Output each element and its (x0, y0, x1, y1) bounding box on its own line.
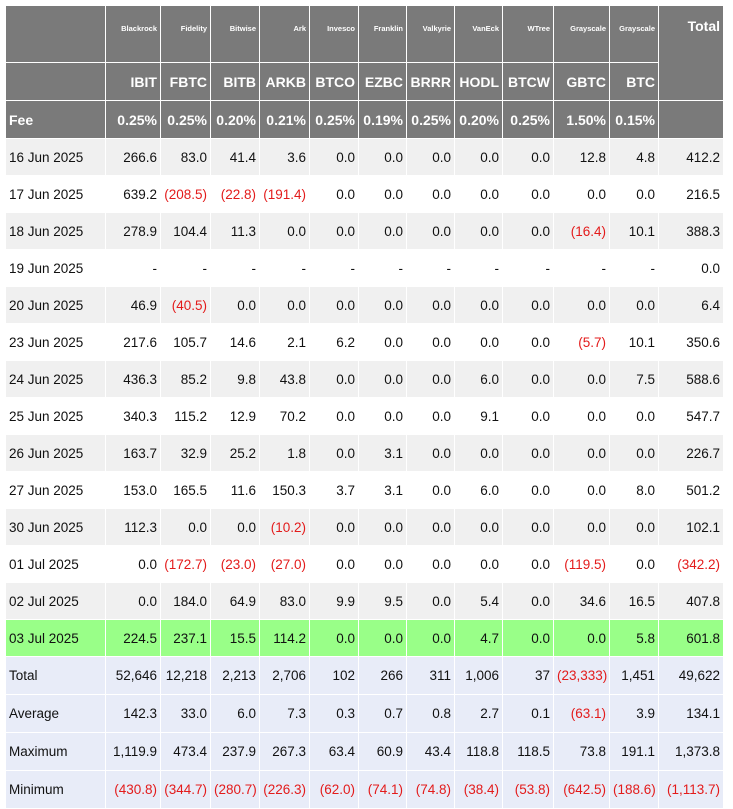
row-total: 501.2 (659, 472, 724, 509)
flow-value: 0.0 (359, 176, 407, 213)
flow-value: 0.0 (106, 583, 161, 620)
issuer-name: Grayscale (610, 6, 659, 63)
stat-value: 266 (359, 657, 407, 695)
stat-value: 2,213 (211, 657, 260, 695)
stat-value: 3.9 (610, 695, 659, 733)
flow-value: 0.0 (554, 287, 610, 324)
flow-value: 4.8 (610, 139, 659, 176)
flow-value: 10.1 (610, 324, 659, 361)
row-total: 350.6 (659, 324, 724, 361)
flow-value: 11.6 (211, 472, 260, 509)
fee-value: 1.50% (554, 101, 610, 139)
stat-value: 0.7 (359, 695, 407, 733)
flow-value: 9.1 (455, 398, 503, 435)
flow-value: 0.0 (455, 139, 503, 176)
flow-value: 0.0 (503, 398, 554, 435)
flow-value: 12.8 (554, 139, 610, 176)
flow-value: 0.0 (455, 176, 503, 213)
issuer-name: Franklin (359, 6, 407, 63)
flow-value: (172.7) (161, 546, 211, 583)
stat-value: 43.4 (407, 733, 455, 771)
stat-value: (226.3) (260, 771, 310, 809)
table-row (6, 213, 724, 250)
stat-value: (344.7) (161, 771, 211, 809)
ticker-header-row (6, 63, 724, 101)
flow-value: 0.0 (455, 213, 503, 250)
flow-value: 0.0 (503, 176, 554, 213)
flow-value: - (260, 250, 310, 287)
flow-value: - (503, 250, 554, 287)
flow-value: (10.2) (260, 509, 310, 546)
stat-total: 49,622 (659, 657, 724, 695)
flow-value: 0.0 (310, 176, 359, 213)
stat-value: 0.3 (310, 695, 359, 733)
flow-value: 0.0 (407, 398, 455, 435)
stat-value: 6.0 (211, 695, 260, 733)
issuer-name: Blackrock (106, 6, 161, 63)
row-date: 27 Jun 2025 (6, 472, 106, 509)
stat-value: (23,333) (554, 657, 610, 695)
table-row (6, 398, 724, 435)
flow-value: 0.0 (610, 176, 659, 213)
flow-value: 0.0 (359, 287, 407, 324)
flow-value: 9.5 (359, 583, 407, 620)
flow-value: 0.0 (359, 509, 407, 546)
stat-value: 473.4 (161, 733, 211, 771)
table-row (6, 546, 724, 583)
flow-value: 0.0 (503, 583, 554, 620)
flow-value: (40.5) (161, 287, 211, 324)
flow-value: (27.0) (260, 546, 310, 583)
flow-value: 32.9 (161, 435, 211, 472)
issuer-name: Grayscale (554, 6, 610, 63)
flow-value: 0.0 (610, 398, 659, 435)
flow-value: 34.6 (554, 583, 610, 620)
flow-value: 0.0 (503, 213, 554, 250)
flow-value: 0.0 (554, 509, 610, 546)
row-date: 24 Jun 2025 (6, 361, 106, 398)
flow-value: 0.0 (106, 546, 161, 583)
flow-value: 0.0 (310, 139, 359, 176)
stat-value: 73.8 (554, 733, 610, 771)
row-total: 388.3 (659, 213, 724, 250)
ticker-symbol: BITB (211, 63, 260, 101)
flow-value: 0.0 (503, 546, 554, 583)
flow-value: 0.0 (503, 361, 554, 398)
stat-value: 2,706 (260, 657, 310, 695)
flow-value: 0.0 (503, 435, 554, 472)
flow-value: 0.0 (455, 435, 503, 472)
flow-value: 237.1 (161, 620, 211, 657)
flow-value: 6.2 (310, 324, 359, 361)
flow-value: 85.2 (161, 361, 211, 398)
stat-value: 2.7 (455, 695, 503, 733)
flow-value: 7.5 (610, 361, 659, 398)
flow-value: 9.9 (310, 583, 359, 620)
flow-value: 11.3 (211, 213, 260, 250)
stat-value: 0.1 (503, 695, 554, 733)
table-row (6, 472, 724, 509)
stat-value: (74.1) (359, 771, 407, 809)
flow-value: (22.8) (211, 176, 260, 213)
flow-value: 0.0 (407, 472, 455, 509)
stat-value: 0.8 (407, 695, 455, 733)
flow-value: 0.0 (407, 546, 455, 583)
flow-value: 266.6 (106, 139, 161, 176)
flow-value: 5.4 (455, 583, 503, 620)
flow-value: 0.0 (407, 361, 455, 398)
row-date: 18 Jun 2025 (6, 213, 106, 250)
row-total: 412.2 (659, 139, 724, 176)
stat-value: (74.8) (407, 771, 455, 809)
flow-value: 46.9 (106, 287, 161, 324)
total-column-header: Total (659, 6, 724, 101)
flow-value: 0.0 (407, 287, 455, 324)
stat-total: 134.1 (659, 695, 724, 733)
flow-value: 104.4 (161, 213, 211, 250)
table-row (6, 324, 724, 361)
flow-value: 25.2 (211, 435, 260, 472)
flow-value: 0.0 (503, 509, 554, 546)
flow-value: 10.1 (610, 213, 659, 250)
flow-value: 0.0 (211, 287, 260, 324)
stat-value: 191.1 (610, 733, 659, 771)
flow-value: 217.6 (106, 324, 161, 361)
table-row (6, 435, 724, 472)
flow-value: 1.8 (260, 435, 310, 472)
flow-value: 0.0 (455, 546, 503, 583)
flow-value: - (310, 250, 359, 287)
flow-value: - (106, 250, 161, 287)
issuer-name: WTree (503, 6, 554, 63)
flow-value: - (161, 250, 211, 287)
flow-value: 0.0 (161, 509, 211, 546)
flow-value: 0.0 (211, 509, 260, 546)
flow-value: 0.0 (310, 361, 359, 398)
flow-value: - (554, 250, 610, 287)
row-total: 226.7 (659, 435, 724, 472)
fee-value: 0.15% (610, 101, 659, 139)
flow-value: 6.0 (455, 472, 503, 509)
stat-value: (38.4) (455, 771, 503, 809)
flow-value: 6.0 (455, 361, 503, 398)
flow-value: 224.5 (106, 620, 161, 657)
ticker-symbol: BRRR (407, 63, 455, 101)
flow-value: - (359, 250, 407, 287)
row-total: 102.1 (659, 509, 724, 546)
flow-value: 3.7 (310, 472, 359, 509)
flow-value: 0.0 (503, 139, 554, 176)
stat-value: 37 (503, 657, 554, 695)
flow-value: (23.0) (211, 546, 260, 583)
row-date: 02 Jul 2025 (6, 583, 106, 620)
flow-value: 0.0 (610, 435, 659, 472)
row-date: 17 Jun 2025 (6, 176, 106, 213)
row-date: 03 Jul 2025 (6, 620, 106, 657)
stat-value: (62.0) (310, 771, 359, 809)
row-total: 0.0 (659, 250, 724, 287)
etf-flows-table-wrapper (5, 5, 724, 809)
stat-value: 7.3 (260, 695, 310, 733)
flow-value: 5.8 (610, 620, 659, 657)
flow-value: 0.0 (407, 324, 455, 361)
table-row (6, 250, 724, 287)
row-total: 547.7 (659, 398, 724, 435)
table-row (6, 361, 724, 398)
flow-value: - (455, 250, 503, 287)
stat-value: (53.8) (503, 771, 554, 809)
flow-value: 153.0 (106, 472, 161, 509)
row-total: 588.6 (659, 361, 724, 398)
flow-value: 436.3 (106, 361, 161, 398)
flow-value: 0.0 (407, 176, 455, 213)
stat-label: Total (6, 657, 106, 695)
flow-value: 0.0 (610, 509, 659, 546)
flow-value: (208.5) (161, 176, 211, 213)
fee-value: 0.20% (211, 101, 260, 139)
flow-value: 0.0 (310, 213, 359, 250)
fee-value: 0.19% (359, 101, 407, 139)
flow-value: 0.0 (407, 583, 455, 620)
ticker-symbol: EZBC (359, 63, 407, 101)
row-total: 6.4 (659, 287, 724, 324)
flow-value: 3.1 (359, 472, 407, 509)
stat-value: (280.7) (211, 771, 260, 809)
row-date: 23 Jun 2025 (6, 324, 106, 361)
table-row (6, 139, 724, 176)
fee-value: 0.20% (455, 101, 503, 139)
flow-value: 0.0 (310, 398, 359, 435)
flow-value: 184.0 (161, 583, 211, 620)
flow-value: 15.5 (211, 620, 260, 657)
table-row (6, 620, 724, 657)
row-date: 01 Jul 2025 (6, 546, 106, 583)
flow-value: 150.3 (260, 472, 310, 509)
flow-value: 0.0 (503, 324, 554, 361)
ticker-label-cell (6, 63, 106, 101)
stat-value: (642.5) (554, 771, 610, 809)
stat-value: (430.8) (106, 771, 161, 809)
etf-flows-table (5, 5, 724, 809)
table-row (6, 583, 724, 620)
flow-value: (119.5) (554, 546, 610, 583)
flow-value: 0.0 (310, 509, 359, 546)
flow-value: 165.5 (161, 472, 211, 509)
flow-value: (16.4) (554, 213, 610, 250)
flow-value: 83.0 (260, 583, 310, 620)
flow-value: 0.0 (260, 287, 310, 324)
stat-value: 118.8 (455, 733, 503, 771)
flow-value: 2.1 (260, 324, 310, 361)
flow-value: 0.0 (359, 398, 407, 435)
stat-value: 267.3 (260, 733, 310, 771)
fee-value: 0.25% (407, 101, 455, 139)
flow-value: 3.1 (359, 435, 407, 472)
flow-value: 0.0 (310, 620, 359, 657)
stat-value: 142.3 (106, 695, 161, 733)
flow-value: - (407, 250, 455, 287)
flow-value: 12.9 (211, 398, 260, 435)
issuer-name: Bitwise (211, 6, 260, 63)
stat-value: 52,646 (106, 657, 161, 695)
stats-row (6, 733, 724, 771)
ticker-symbol: IBIT (106, 63, 161, 101)
fee-value: 0.25% (503, 101, 554, 139)
flow-value: 0.0 (359, 213, 407, 250)
stats-row (6, 657, 724, 695)
flow-value: (191.4) (260, 176, 310, 213)
stat-value: 12,218 (161, 657, 211, 695)
flow-value: 114.2 (260, 620, 310, 657)
flow-value: 105.7 (161, 324, 211, 361)
fee-value: 0.25% (106, 101, 161, 139)
row-total: 216.5 (659, 176, 724, 213)
corner-cell (6, 6, 106, 63)
flow-value: 0.0 (503, 620, 554, 657)
row-total: 407.8 (659, 583, 724, 620)
stat-value: (188.6) (610, 771, 659, 809)
row-date: 16 Jun 2025 (6, 139, 106, 176)
flow-value: 115.2 (161, 398, 211, 435)
issuer-name: Valkyrie (407, 6, 455, 63)
stat-total: (1,113.7) (659, 771, 724, 809)
flow-value: (5.7) (554, 324, 610, 361)
row-date: 19 Jun 2025 (6, 250, 106, 287)
flow-value: 41.4 (211, 139, 260, 176)
flow-value: 0.0 (455, 509, 503, 546)
ticker-symbol: BTCO (310, 63, 359, 101)
flow-value: 0.0 (455, 324, 503, 361)
flow-value: 0.0 (310, 546, 359, 583)
flow-value: 0.0 (554, 398, 610, 435)
fee-value: 0.25% (161, 101, 211, 139)
flow-value: 0.0 (503, 287, 554, 324)
fee-total-cell (659, 101, 724, 139)
ticker-symbol: BTC (610, 63, 659, 101)
flow-value: 0.0 (407, 435, 455, 472)
flow-value: 639.2 (106, 176, 161, 213)
ticker-symbol: ARKB (260, 63, 310, 101)
issuer-name: VanEck (455, 6, 503, 63)
flow-value: 0.0 (554, 620, 610, 657)
row-date: 26 Jun 2025 (6, 435, 106, 472)
row-date: 25 Jun 2025 (6, 398, 106, 435)
flow-value: 16.5 (610, 583, 659, 620)
table-row (6, 176, 724, 213)
row-total: 601.8 (659, 620, 724, 657)
flow-value: 0.0 (407, 509, 455, 546)
flow-value: 64.9 (211, 583, 260, 620)
stat-label: Maximum (6, 733, 106, 771)
flow-value: 0.0 (554, 361, 610, 398)
stat-value: 1,006 (455, 657, 503, 695)
ticker-symbol: BTCW (503, 63, 554, 101)
ticker-symbol: FBTC (161, 63, 211, 101)
fee-value: 0.25% (310, 101, 359, 139)
flow-value: 0.0 (407, 213, 455, 250)
fee-value: 0.21% (260, 101, 310, 139)
flow-value: 3.6 (260, 139, 310, 176)
flow-value: 83.0 (161, 139, 211, 176)
stat-value: 33.0 (161, 695, 211, 733)
flow-value: 14.6 (211, 324, 260, 361)
stat-value: 1,451 (610, 657, 659, 695)
flow-value: 163.7 (106, 435, 161, 472)
flow-value: - (610, 250, 659, 287)
flow-value: 0.0 (503, 472, 554, 509)
stat-value: 118.5 (503, 733, 554, 771)
stat-value: 237.9 (211, 733, 260, 771)
issuer-name: Fidelity (161, 6, 211, 63)
flow-value: 0.0 (407, 139, 455, 176)
flow-value: 278.9 (106, 213, 161, 250)
flow-value: 0.0 (554, 472, 610, 509)
stat-label: Average (6, 695, 106, 733)
flow-value: 0.0 (554, 176, 610, 213)
table-row (6, 287, 724, 324)
flow-value: 112.3 (106, 509, 161, 546)
stat-value: 311 (407, 657, 455, 695)
table-row (6, 509, 724, 546)
stat-value: 1,119.9 (106, 733, 161, 771)
ticker-symbol: HODL (455, 63, 503, 101)
flow-value: 0.0 (359, 620, 407, 657)
flow-value: 0.0 (359, 324, 407, 361)
flow-value: 0.0 (310, 287, 359, 324)
stat-value: 60.9 (359, 733, 407, 771)
flow-value: 0.0 (310, 435, 359, 472)
issuer-name: Invesco (310, 6, 359, 63)
row-date: 30 Jun 2025 (6, 509, 106, 546)
flow-value: 9.8 (211, 361, 260, 398)
flow-value: 8.0 (610, 472, 659, 509)
flow-value: 0.0 (610, 287, 659, 324)
fee-label: Fee (6, 101, 106, 139)
flow-value: 0.0 (407, 620, 455, 657)
stat-value: (63.1) (554, 695, 610, 733)
flow-value: 4.7 (455, 620, 503, 657)
stat-value: 63.4 (310, 733, 359, 771)
flow-value: 0.0 (610, 546, 659, 583)
fee-header-row (6, 101, 724, 139)
flow-value: 0.0 (260, 213, 310, 250)
flow-value: 0.0 (455, 287, 503, 324)
flow-value: 0.0 (359, 361, 407, 398)
flow-value: 0.0 (359, 546, 407, 583)
row-date: 20 Jun 2025 (6, 287, 106, 324)
flow-value: - (211, 250, 260, 287)
flow-value: 0.0 (554, 435, 610, 472)
stats-row (6, 695, 724, 733)
flow-value: 340.3 (106, 398, 161, 435)
ticker-symbol: GBTC (554, 63, 610, 101)
stat-label: Minimum (6, 771, 106, 809)
stat-total: 1,373.8 (659, 733, 724, 771)
issuer-header-row (6, 6, 724, 63)
row-total: (342.2) (659, 546, 724, 583)
flow-value: 0.0 (359, 139, 407, 176)
stat-value: 102 (310, 657, 359, 695)
flow-value: 70.2 (260, 398, 310, 435)
flow-value: 43.8 (260, 361, 310, 398)
issuer-name: Ark (260, 6, 310, 63)
